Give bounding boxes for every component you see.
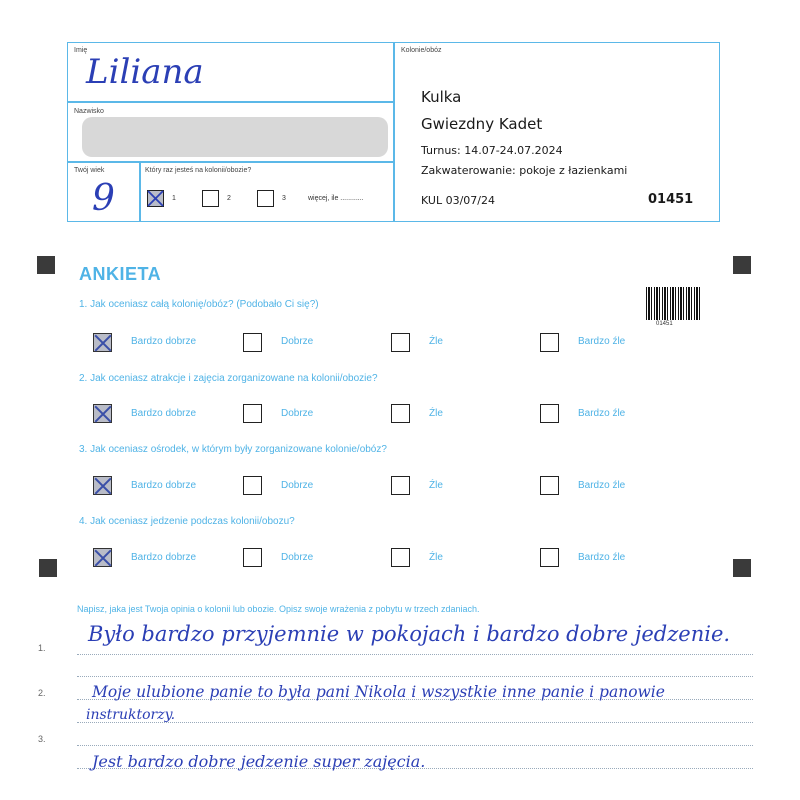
q4-option-zle-checkbox[interactable] (391, 548, 410, 567)
which-time-checkbox-3[interactable] (257, 190, 274, 207)
q3-option-bardzo-zle-checkbox[interactable] (540, 476, 559, 495)
line-number-2: 2. (38, 688, 46, 698)
answer-2-continued[interactable]: instruktorzy. (86, 707, 176, 723)
header-divider-1 (67, 101, 394, 103)
line-number-3: 3. (38, 734, 46, 744)
survey-title: ANKIETA (79, 264, 162, 284)
q1-option-dobrze-checkbox[interactable] (243, 333, 262, 352)
q1-option-dobrze-label: Dobrze (281, 336, 314, 347)
header-divider-vertical (393, 42, 395, 222)
scan-marker-top-left (37, 256, 55, 274)
opinion-instruction: Napisz, jaka jest Twoja opinia o kolonii lub obozie. Opisz swoje wrażenia z pobytu w trzech zdaniach. (77, 604, 480, 614)
age-label: Twój wiek (74, 167, 105, 174)
answer-line-1 (77, 654, 753, 655)
q3-option-bardzo-dobrze-checkbox[interactable] (93, 476, 112, 495)
question-4: 4. Jak oceniasz jedzenie podczas kolonii/obozu? (79, 516, 295, 527)
answer-line-5 (77, 745, 753, 746)
q3-option-bardzo-zle-label: Bardzo źle (578, 480, 626, 491)
barcode-number: 01451 (656, 321, 673, 327)
camp-accommodation: Zakwaterowanie: pokoje z łazienkami (421, 164, 628, 177)
which-time-option-2: 2 (227, 195, 231, 202)
redacted-last-name (82, 117, 388, 157)
q1-option-bardzo-dobrze-label: Bardzo dobrze (131, 336, 197, 347)
age-value[interactable]: 9 (92, 178, 115, 219)
q4-option-zle-label: Źle (429, 552, 443, 563)
answer-line-4 (77, 722, 753, 723)
answer-line-2 (77, 676, 753, 677)
q1-option-bardzo-dobrze-checkbox[interactable] (93, 333, 112, 352)
header-divider-age (139, 161, 141, 222)
camp-name: Kulka (421, 88, 462, 106)
q2-option-bardzo-dobrze-checkbox[interactable] (93, 404, 112, 423)
answer-2[interactable]: Moje ulubione panie to była pani Nikola i wszystkie inne panie i panowie (92, 683, 665, 701)
q1-option-zle-label: Źle (429, 336, 443, 347)
q3-option-bardzo-dobrze-label: Bardzo dobrze (131, 480, 197, 491)
question-2: 2. Jak oceniasz atrakcje i zajęcia zorganizowane na kolonii/obozie? (79, 373, 378, 384)
camp-program: Gwiezdny Kadet (421, 115, 543, 133)
q2-option-zle-checkbox[interactable] (391, 404, 410, 423)
q2-option-bardzo-zle-checkbox[interactable] (540, 404, 559, 423)
q2-option-dobrze-label: Dobrze (281, 408, 314, 419)
form-number: 01451 (648, 192, 694, 207)
first-name-label: Imię (74, 47, 88, 54)
q3-option-zle-label: Źle (429, 480, 443, 491)
answer-3[interactable]: Jest bardzo dobre jedzenie super zajęcia. (92, 752, 426, 771)
scan-marker-bottom-left (39, 559, 57, 577)
which-time-checkbox-1[interactable] (147, 190, 164, 207)
camp-turnus: Turnus: 14.07-24.07.2024 (421, 144, 563, 157)
first-name-value[interactable]: Liliana (86, 52, 204, 92)
q2-option-bardzo-dobrze-label: Bardzo dobrze (131, 408, 197, 419)
q2-option-bardzo-zle-label: Bardzo źle (578, 408, 626, 419)
more-times-label: więcej, ile ............ (308, 195, 364, 202)
which-time-option-3: 3 (282, 195, 286, 202)
question-1: 1. Jak oceniasz całą kolonię/obóz? (Podobało Ci się?) (79, 299, 319, 310)
question-3: 3. Jak oceniasz ośrodek, w którym były zorganizowane kolonie/obóz? (79, 444, 387, 455)
q1-option-bardzo-zle-checkbox[interactable] (540, 333, 559, 352)
header-divider-2 (67, 161, 394, 163)
scan-marker-bottom-right (733, 559, 751, 577)
camp-code: KUL 03/07/24 (421, 194, 495, 207)
answer-1[interactable]: Było bardzo przyjemnie w pokojach i bardzo dobre jedzenie. (88, 622, 731, 646)
q3-option-dobrze-checkbox[interactable] (243, 476, 262, 495)
which-time-option-1: 1 (172, 195, 176, 202)
q3-option-dobrze-label: Dobrze (281, 480, 314, 491)
last-name-label: Nazwisko (74, 108, 104, 115)
q2-option-dobrze-checkbox[interactable] (243, 404, 262, 423)
barcode (646, 287, 702, 320)
line-number-1: 1. (38, 643, 46, 653)
scan-marker-top-right (733, 256, 751, 274)
q1-option-zle-checkbox[interactable] (391, 333, 410, 352)
q2-option-zle-label: Źle (429, 408, 443, 419)
q4-option-bardzo-zle-checkbox[interactable] (540, 548, 559, 567)
q4-option-dobrze-checkbox[interactable] (243, 548, 262, 567)
camp-label: Kolonie/obóz (401, 47, 442, 54)
check-mark-icon (147, 190, 164, 207)
q3-option-zle-checkbox[interactable] (391, 476, 410, 495)
which-time-label: Który raz jesteś na kolonii/obozie? (145, 167, 252, 174)
which-time-checkbox-2[interactable] (202, 190, 219, 207)
q4-option-dobrze-label: Dobrze (281, 552, 314, 563)
q1-option-bardzo-zle-label: Bardzo źle (578, 336, 626, 347)
q4-option-bardzo-dobrze-label: Bardzo dobrze (131, 552, 197, 563)
q4-option-bardzo-zle-label: Bardzo źle (578, 552, 626, 563)
q4-option-bardzo-dobrze-checkbox[interactable] (93, 548, 112, 567)
